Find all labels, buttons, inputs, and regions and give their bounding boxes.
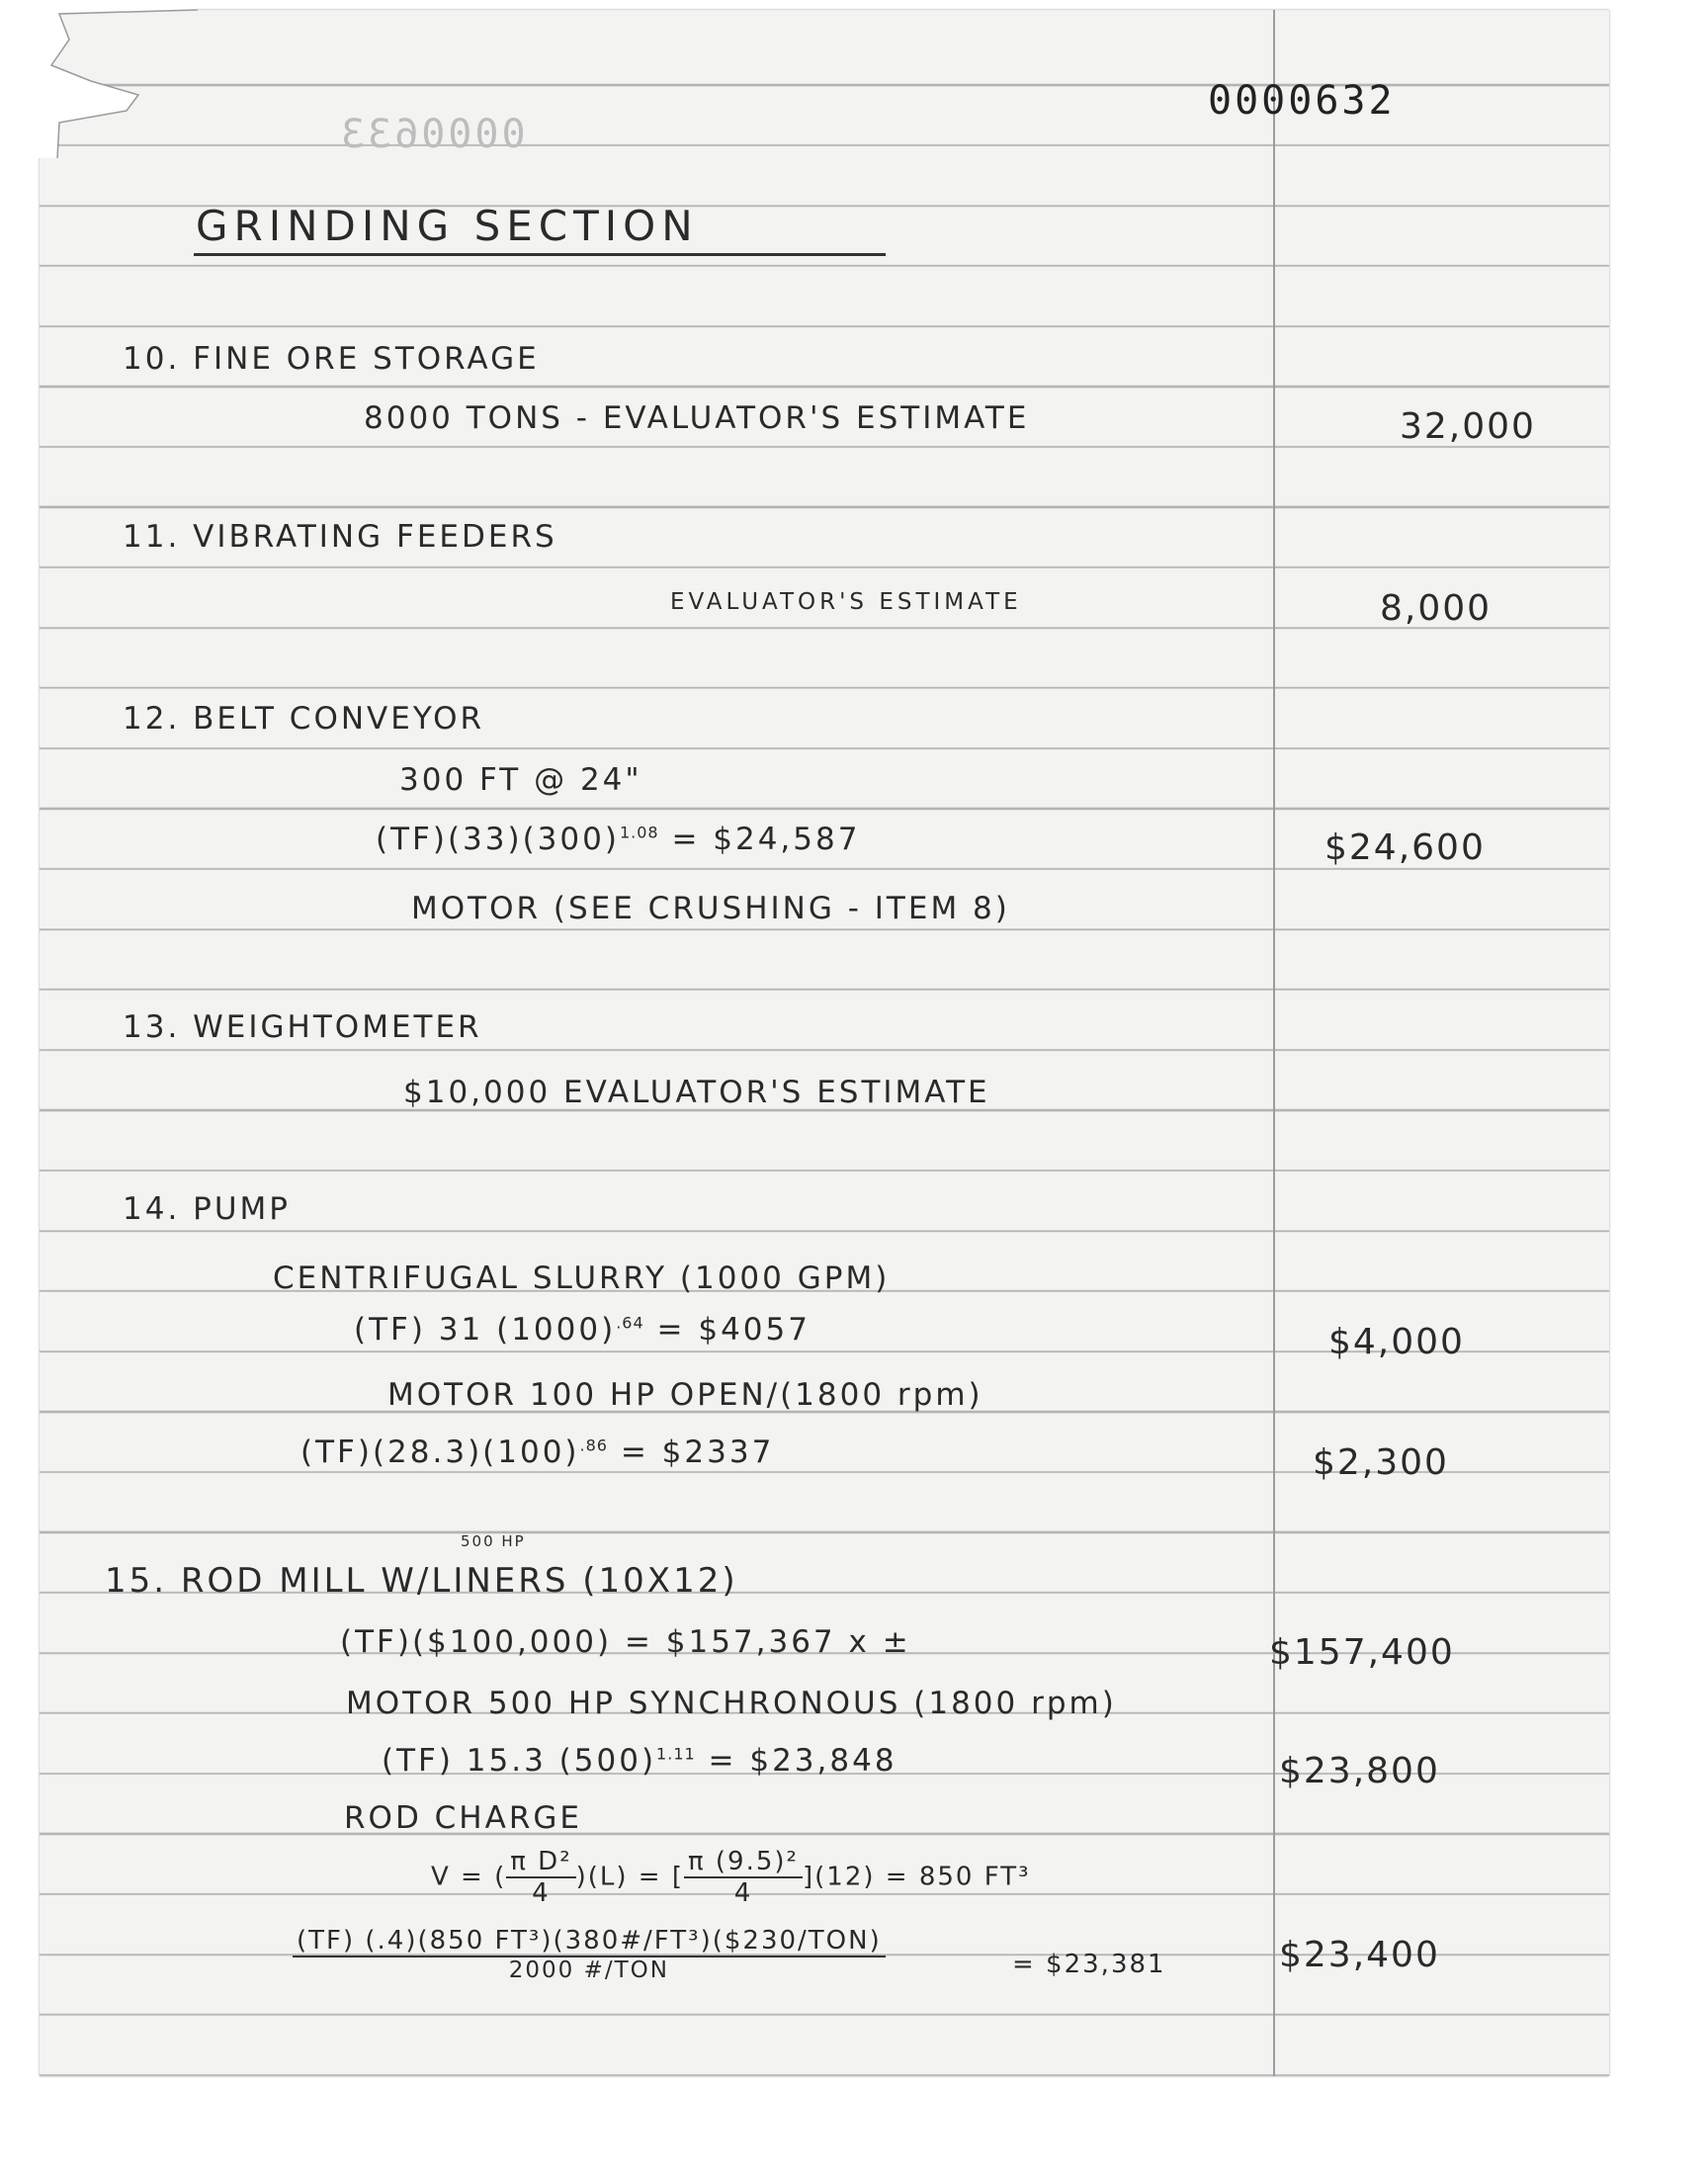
rod-charge-denominator: 2000 #/TON bbox=[508, 1958, 669, 1983]
item-15-motor-spec: MOTOR 500 HP SYNCHRONOUS (1800 rpm) bbox=[346, 1686, 1117, 1721]
item-12-formula-base: (TF)(33)(300) bbox=[376, 822, 620, 857]
rod-volume-fraction-2-denominator: 4 bbox=[733, 1878, 753, 1908]
item-15-rod-charge-label: ROD CHARGE bbox=[344, 1800, 582, 1836]
page-title: GRINDING SECTION bbox=[196, 202, 699, 250]
item-10-amount: 32,000 bbox=[1400, 406, 1536, 447]
item-15-mill-formula: (TF)($100,000) = $157,367 x ± bbox=[340, 1624, 911, 1660]
item-12-motor-note: MOTOR (SEE CRUSHING - ITEM 8) bbox=[411, 891, 1010, 926]
item-11-amount: 8,000 bbox=[1380, 588, 1493, 629]
item-14-pump-formula bbox=[354, 1312, 811, 1348]
item-14-motor-formula-exponent: .86 bbox=[579, 1436, 608, 1455]
item-12-formula-result: = $24,587 bbox=[671, 822, 861, 857]
item-14-heading: 14. PUMP bbox=[123, 1191, 291, 1227]
item-12-formula-exponent: 1.08 bbox=[619, 823, 659, 842]
rod-charge-result: = $23,381 bbox=[1012, 1950, 1166, 1979]
rod-charge-numerator: (TF) (.4)(850 FT³)(380#/FT³)($230/TON) bbox=[293, 1928, 886, 1958]
item-13-heading: 13. WEIGHTOMETER bbox=[123, 1009, 482, 1045]
rod-volume-fraction-2-numerator: π (9.5)² bbox=[684, 1849, 803, 1878]
item-14-motor-spec: MOTOR 100 HP OPEN/(1800 rpm) bbox=[387, 1377, 983, 1413]
item-15-motor-formula-exponent: 1.11 bbox=[656, 1744, 696, 1764]
item-12-heading: 12. BELT CONVEYOR bbox=[123, 701, 485, 737]
rod-volume-fraction-2 bbox=[684, 1849, 803, 1906]
item-15-motor-amount: $23,800 bbox=[1279, 1751, 1440, 1791]
item-15-mill-amount: $157,400 bbox=[1269, 1632, 1455, 1673]
item-14-pump-spec: CENTRIFUGAL SLURRY (1000 GPM) bbox=[273, 1261, 891, 1296]
torn-corner bbox=[0, 0, 198, 158]
rod-volume-fraction-1-numerator: π D² bbox=[506, 1849, 575, 1878]
rod-volume-fraction-1 bbox=[506, 1849, 575, 1906]
item-15-rod-charge-amount: $23,400 bbox=[1279, 1935, 1440, 1975]
item-11-detail: EVALUATOR'S ESTIMATE bbox=[670, 589, 1022, 615]
rod-volume-rhs: ](12) = 850 FT³ bbox=[802, 1862, 1031, 1892]
item-14-pump-formula-base: (TF) 31 (1000) bbox=[354, 1312, 617, 1348]
rod-charge-fraction bbox=[293, 1928, 886, 1982]
item-13-detail: $10,000 EVALUATOR'S ESTIMATE bbox=[403, 1075, 990, 1110]
title-underline bbox=[194, 253, 886, 256]
item-10-detail: 8000 TONS - EVALUATOR'S ESTIMATE bbox=[364, 400, 1030, 436]
item-15-motor-formula-result: = $23,848 bbox=[708, 1743, 897, 1779]
item-10-heading: 10. FINE ORE STORAGE bbox=[123, 341, 540, 377]
rod-volume-fraction-1-denominator: 4 bbox=[532, 1878, 551, 1908]
document-number: 0000632 bbox=[1208, 78, 1396, 124]
item-14-pump-formula-result: = $4057 bbox=[656, 1312, 811, 1348]
item-15-note: 500 HP bbox=[461, 1532, 526, 1550]
item-12-amount: $24,600 bbox=[1324, 827, 1486, 868]
rod-volume-equation bbox=[431, 1849, 1031, 1906]
item-14-motor-formula-base: (TF)(28.3)(100) bbox=[300, 1435, 580, 1470]
bleed-through-number: 0000633 bbox=[338, 112, 526, 157]
item-15-motor-formula-base: (TF) 15.3 (500) bbox=[382, 1743, 657, 1779]
item-14-motor-amount: $2,300 bbox=[1313, 1442, 1449, 1483]
rod-volume-lhs: V = ( bbox=[431, 1862, 507, 1892]
item-15-heading: 15. ROD MILL W/LINERS (10X12) bbox=[105, 1561, 738, 1601]
item-14-pump-amount: $4,000 bbox=[1328, 1322, 1465, 1362]
amount-column-margin-line bbox=[1273, 10, 1275, 2076]
item-14-pump-formula-exponent: .64 bbox=[616, 1313, 644, 1333]
rod-volume-mid: )(L) = [ bbox=[575, 1862, 684, 1892]
item-11-heading: 11. VIBRATING FEEDERS bbox=[123, 519, 557, 555]
item-12-formula bbox=[376, 822, 861, 857]
item-12-spec: 300 FT @ 24" bbox=[399, 762, 642, 798]
item-14-motor-formula bbox=[300, 1437, 774, 1468]
item-14-motor-formula-result: = $2337 bbox=[620, 1435, 775, 1470]
item-15-motor-formula bbox=[382, 1743, 897, 1779]
